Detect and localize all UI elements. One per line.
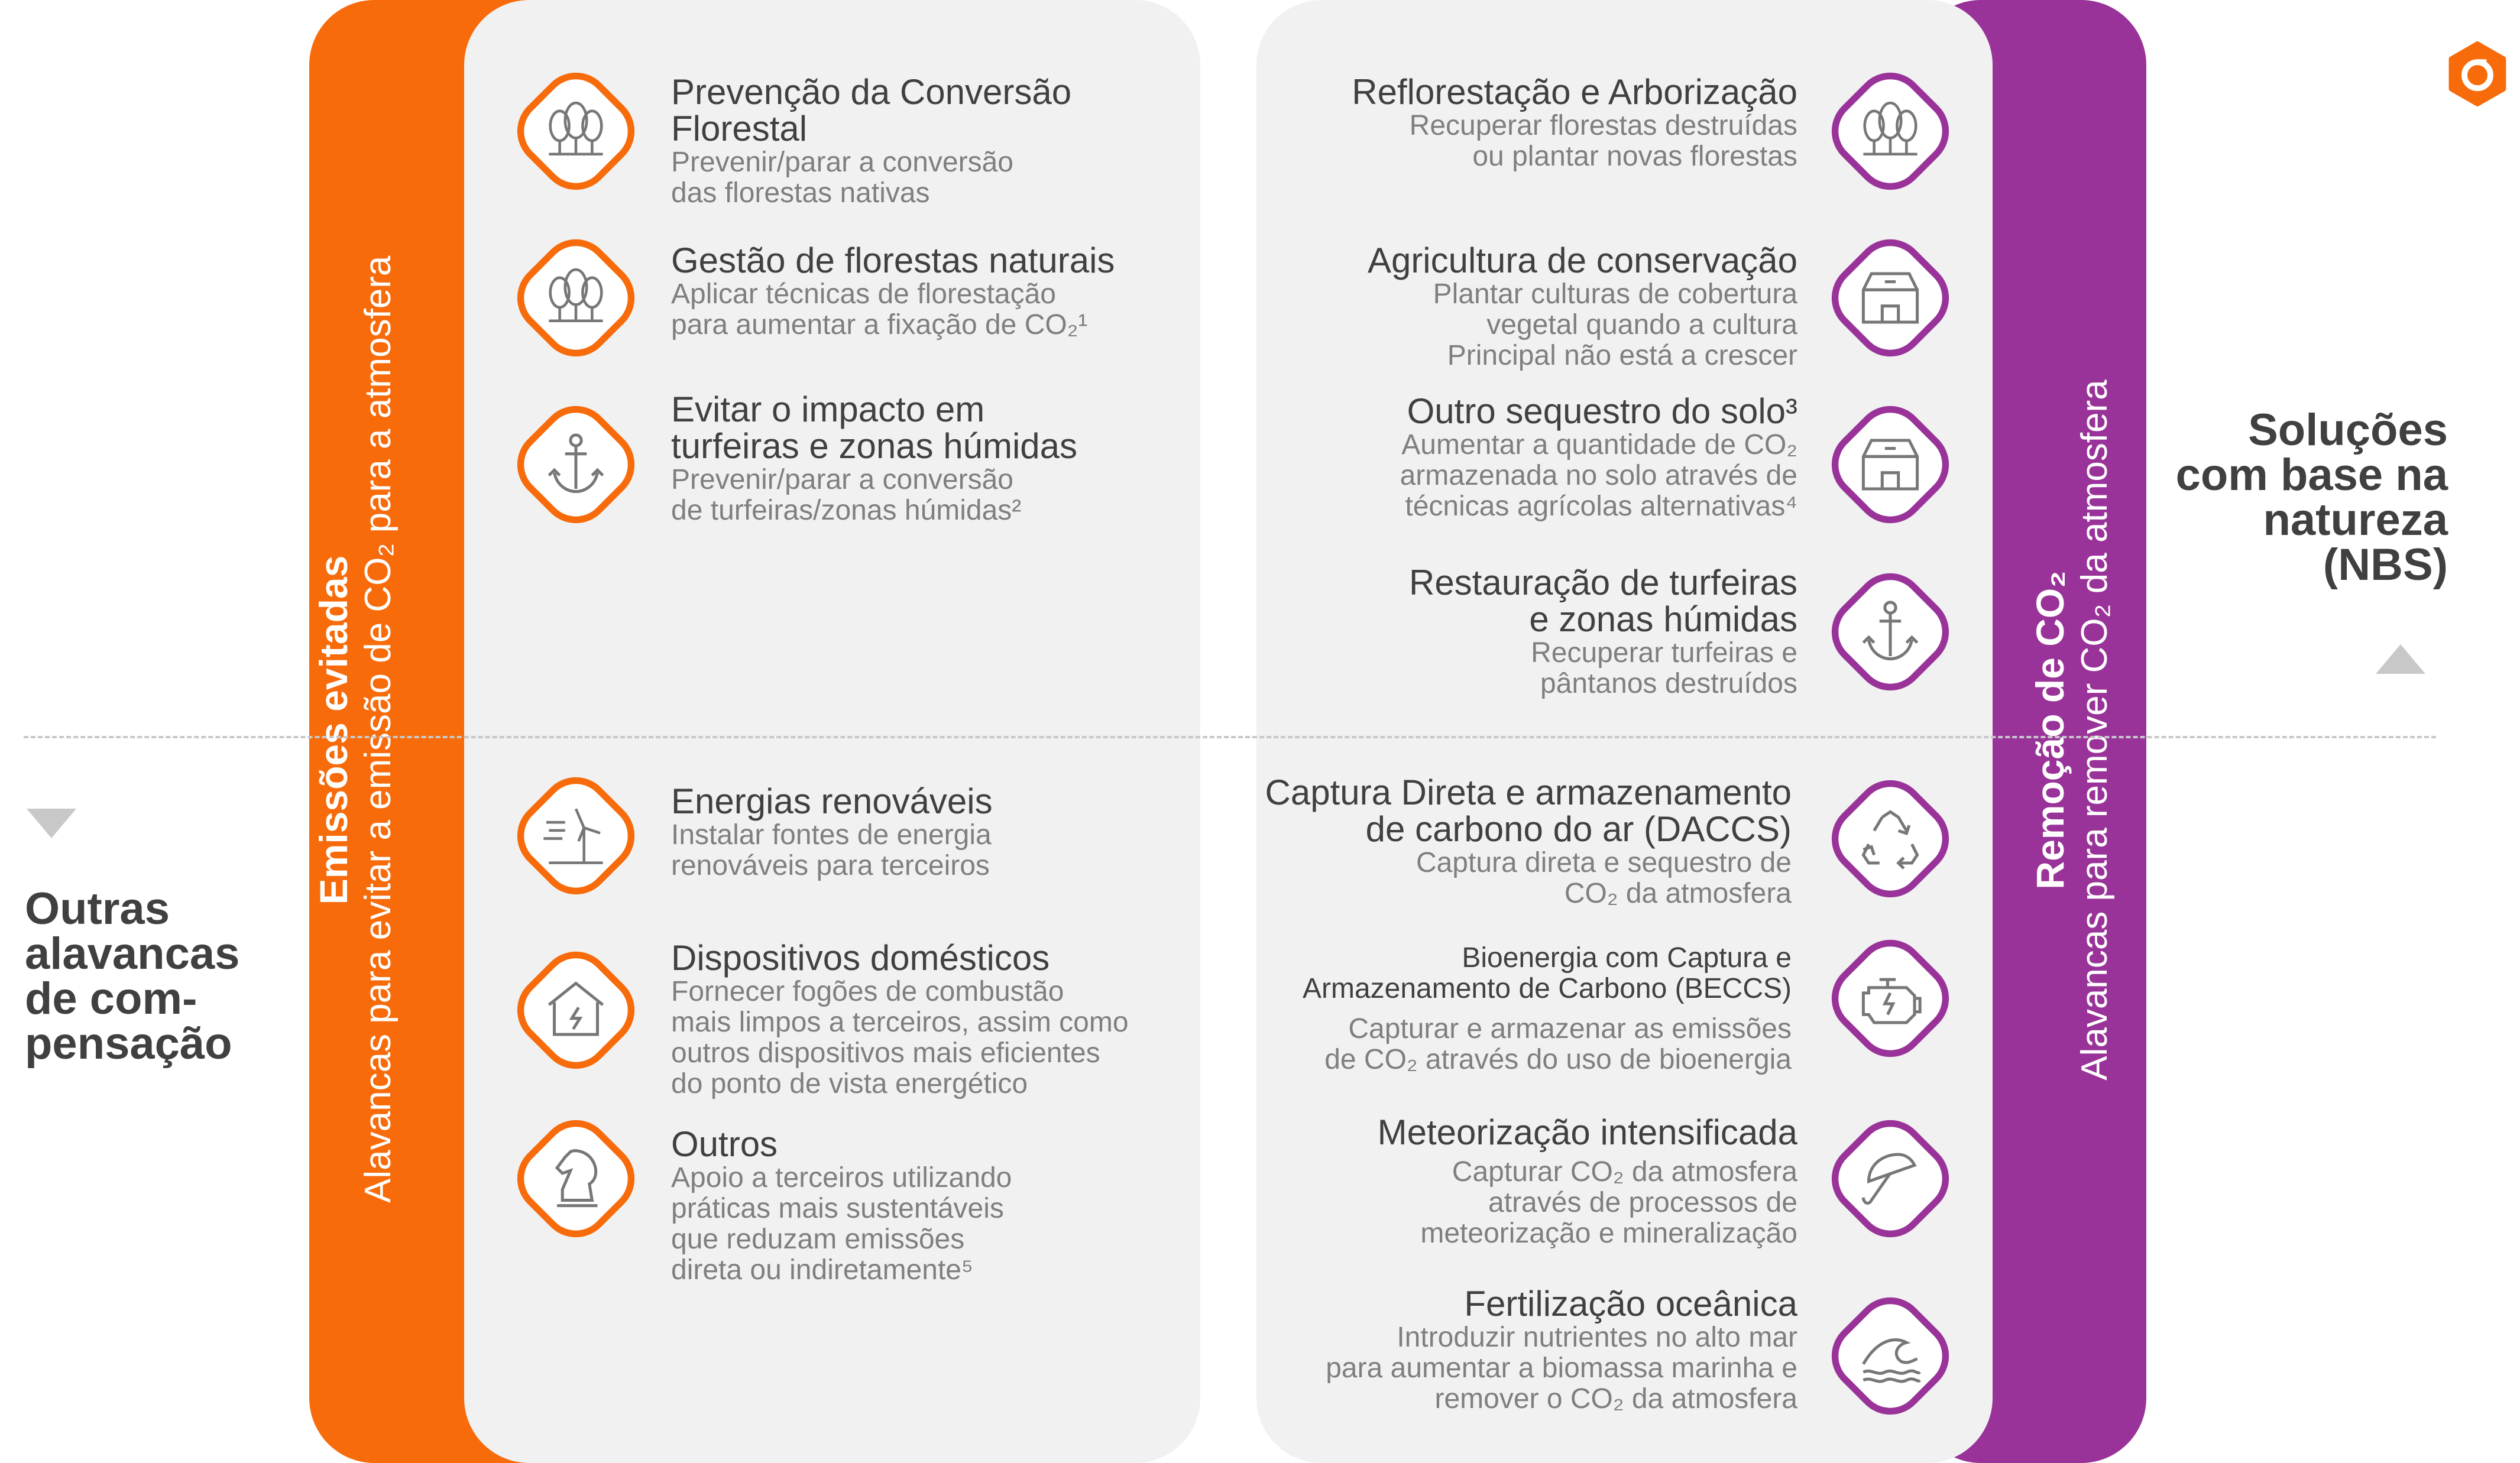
list-item	[1248, 74, 1797, 172]
list-item	[671, 242, 1203, 340]
item-desc: vegetal quando a cultura	[1486, 309, 1797, 340]
item-title: Dispositivos domésticos	[671, 938, 1050, 978]
item-title: Evitar o impacto em	[671, 390, 985, 429]
nbs-label	[2105, 405, 2448, 590]
item-desc: Prevenir/parar a conversão	[671, 147, 1013, 178]
item-title: Prevenção da Conversão Florestal	[671, 72, 1072, 148]
logo-icon	[2445, 41, 2510, 106]
item-desc: meteorização e mineralização	[1420, 1218, 1797, 1249]
item-title: Outro sequestro do solo³	[1407, 391, 1797, 431]
right-band-label	[2027, 257, 2121, 1203]
recycle-icon	[1823, 771, 1958, 906]
item-title: Armazenamento de Carbono (BECCS)	[1302, 973, 1792, 1004]
chess-knight-icon	[508, 1111, 643, 1246]
list-item	[1248, 393, 1797, 522]
list-item	[1248, 1114, 1797, 1249]
left-band-label	[310, 257, 405, 1203]
right-band-title: Remoção de CO₂	[2028, 570, 2072, 890]
item-desc: Captura direta e sequestro de	[1416, 847, 1792, 878]
item-title: Reflorestação e Arborização	[1352, 72, 1797, 112]
item-desc: direta ou indiretamente⁵	[671, 1254, 973, 1286]
anchor-icon	[508, 397, 643, 532]
trees-icon	[508, 231, 643, 365]
item-desc: Aplicar técnicas de florestação	[671, 278, 1056, 310]
item-title: Gestão de florestas naturais	[671, 241, 1115, 280]
other-levers-line: de com-	[25, 974, 197, 1024]
item-desc: Plantar culturas de cobertura	[1433, 278, 1797, 310]
item-desc: armazenada no solo através de	[1400, 460, 1797, 491]
item-desc: remover o CO₂ da atmosfera	[1434, 1383, 1797, 1415]
item-desc: Principal não está a crescer	[1447, 340, 1797, 371]
item-desc: técnicas agrícolas alternativas⁴	[1405, 491, 1797, 522]
item-desc: para aumentar a biomassa marinha e	[1326, 1352, 1797, 1384]
umbrella-icon	[1823, 1111, 1958, 1246]
other-levers-line: pensação	[25, 1018, 232, 1069]
item-desc: CO₂ da atmosfera	[1564, 878, 1792, 909]
list-item	[671, 1126, 1203, 1286]
item-title: turfeiras e zonas húmidas	[671, 426, 1078, 466]
barn-icon	[1823, 397, 1958, 532]
wind-turbine-icon	[508, 768, 643, 903]
wave-icon	[1823, 1289, 1958, 1423]
item-desc: pântanos destruídos	[1540, 668, 1797, 699]
item-title: Fertilização oceânica	[1464, 1284, 1797, 1323]
item-desc: através de processos de	[1488, 1187, 1797, 1218]
item-desc: Capturar CO₂ da atmosfera	[1452, 1156, 1797, 1188]
right-band-subtitle: Alavancas para remover CO₂ da atmosfera	[2074, 379, 2115, 1081]
engine-icon	[1823, 931, 1958, 1066]
item-desc: Prevenir/parar a conversão	[671, 464, 1013, 495]
trees-icon	[508, 64, 643, 199]
house-energy-icon	[508, 943, 643, 1078]
list-item	[1248, 242, 1797, 371]
item-desc: Introduzir nutrientes no alto mar	[1397, 1322, 1797, 1353]
item-desc: de turfeiras/zonas húmidas²	[671, 495, 1022, 526]
nbs-line: Soluções	[2248, 405, 2448, 455]
item-desc: práticas mais sustentáveis	[671, 1193, 1004, 1224]
item-desc: Aumentar a quantidade de CO₂	[1401, 429, 1797, 460]
item-desc: Capturar e armazenar as emissões	[1348, 1013, 1792, 1044]
nbs-line: (NBS)	[2323, 540, 2448, 590]
triangle-up-icon	[2376, 644, 2425, 674]
item-desc: renováveis para terceiros	[671, 850, 990, 881]
item-title: Meteorização intensificada	[1377, 1112, 1797, 1152]
item-desc: de CO₂ através do uso de bioenergia	[1324, 1044, 1792, 1075]
list-item	[1230, 774, 1792, 909]
triangle-down-icon	[27, 809, 76, 838]
item-desc: para aumentar a fixação de CO₂¹	[671, 309, 1088, 340]
item-desc: Recuperar turfeiras e	[1531, 637, 1797, 669]
item-title: Energias renováveis	[671, 781, 993, 821]
item-title: Agricultura de conservação	[1367, 241, 1797, 280]
other-levers-line: alavancas	[25, 929, 240, 979]
item-desc: Apoio a terceiros utilizando	[671, 1162, 1012, 1193]
item-desc: Fornecer fogões de combustão	[671, 976, 1064, 1007]
item-desc: do ponto de vista energético	[671, 1068, 1028, 1099]
left-band-title: Emissões evitadas	[312, 555, 355, 905]
item-desc: ou plantar novas florestas	[1472, 141, 1797, 172]
list-item	[671, 783, 1203, 881]
list-item	[671, 74, 1203, 209]
nbs-line: natureza	[2263, 495, 2448, 545]
item-title: e zonas húmidas	[1529, 599, 1797, 639]
left-band-subtitle: Alavancas para evitar a emissão de CO₂ para a atmosfera	[358, 255, 399, 1203]
item-desc: das florestas nativas	[671, 177, 930, 209]
item-title: Captura Direta e armazenamento	[1265, 773, 1792, 812]
anchor-icon	[1823, 565, 1958, 699]
item-title: de carbono do ar (DACCS)	[1365, 809, 1792, 849]
other-levers-line: Outras	[25, 884, 170, 934]
item-title: Outros	[671, 1124, 778, 1164]
item-desc: mais limpos a terceiros, assim como	[671, 1007, 1129, 1038]
item-desc: Instalar fontes de energia	[671, 819, 992, 851]
list-item	[1248, 565, 1797, 699]
list-item	[1248, 1286, 1797, 1415]
item-desc: outros dispositivos mais eficientes	[671, 1037, 1100, 1069]
other-levers-label	[25, 884, 240, 1069]
item-desc: que reduzam emissões	[671, 1224, 965, 1255]
nbs-line: com base na	[2175, 450, 2448, 500]
barn-icon	[1823, 231, 1958, 365]
list-item	[671, 940, 1203, 1099]
item-desc: Recuperar florestas destruídas	[1409, 110, 1797, 141]
section-divider	[24, 736, 2436, 738]
list-item	[671, 391, 1203, 526]
item-title: Restauração de turfeiras	[1408, 563, 1797, 602]
trees-icon	[1823, 64, 1958, 199]
list-item	[1230, 943, 1792, 1075]
item-title: Bioenergia com Captura e	[1462, 942, 1792, 974]
